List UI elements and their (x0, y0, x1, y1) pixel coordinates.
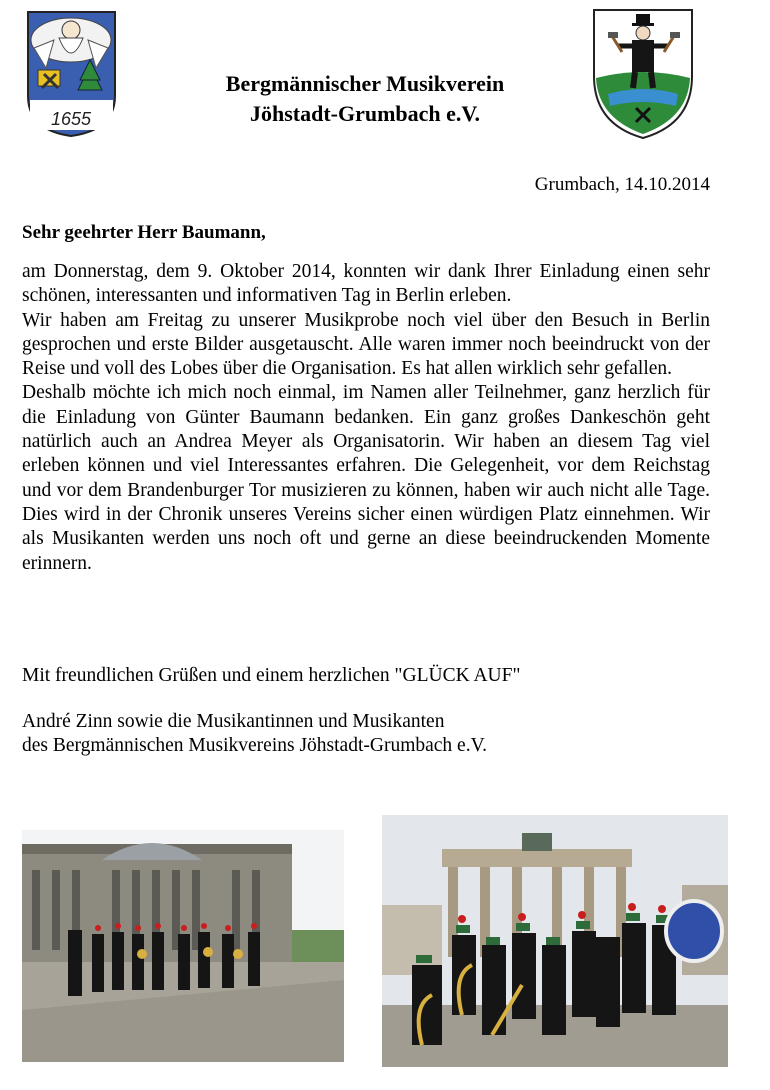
reichstag-photo (22, 830, 344, 1062)
org-name-line1: Bergmännischer Musikverein (225, 71, 505, 96)
body-paragraph: am Donnerstag, dem 9. Oktober 2014, konnten wir dank Ihrer Einladung einen sehr schönen, interessanten und informativen Tag in Berlin erleben. (22, 261, 710, 307)
salutation: Sehr geehrter Herr Baumann, (22, 222, 266, 243)
letter-body (22, 260, 710, 576)
org-name-line2: Jöhstadt-Grumbach e.V. (249, 101, 480, 126)
letter-date: Grumbach, 14.10.2014 (534, 174, 710, 195)
signature-line2: des Bergmännischen Musikvereins Jöhstadt-Grumbach e.V. (22, 735, 488, 756)
brandenburg-gate-photo (382, 815, 728, 1067)
signature-line1: André Zinn sowie die Musikantinnen und Musikanten (22, 711, 445, 732)
crest-year: 1655 (50, 109, 92, 129)
signature-block (22, 710, 487, 758)
body-paragraph: Deshalb möchte ich mich noch einmal, im Namen aller Teilnehmer, ganz herzlich für die Einladung von Günter Baumann bedanken. Ein ganz großes Dankeschön geht natürlich auch an Andrea Meyer als Organisatorin. Wir haben an diesem Tag viel erleben können und viel Interessantes erfahren. Die Gelegenheit, vor dem Reichstag und vor dem Brandenburger Tor musizieren zu können, haben wir auch nicht alle Tage. Dies wird in der Chronik unseres Vereins sicher einen würdigen Platz einnehmen. Wir als Musikanten werden uns noch oft und gerne an diese beeindruckenden Momente erinnern. (22, 382, 710, 574)
right-crest-logo (588, 6, 698, 142)
left-crest-logo (24, 8, 119, 138)
body-paragraph: Wir haben am Freitag zu unserer Musikprobe noch viel über den Besuch in Berlin gesprochen und erste Bilder ausgetauscht. Alle waren immer noch beeindruckt von der Reise und voll des Lobes über die Organisation. Es hat allen wirklich sehr gefallen. (22, 309, 710, 380)
closing-greeting: Mit freundlichen Grüßen und einem herzlichen "GLÜCK AUF" (22, 665, 521, 686)
